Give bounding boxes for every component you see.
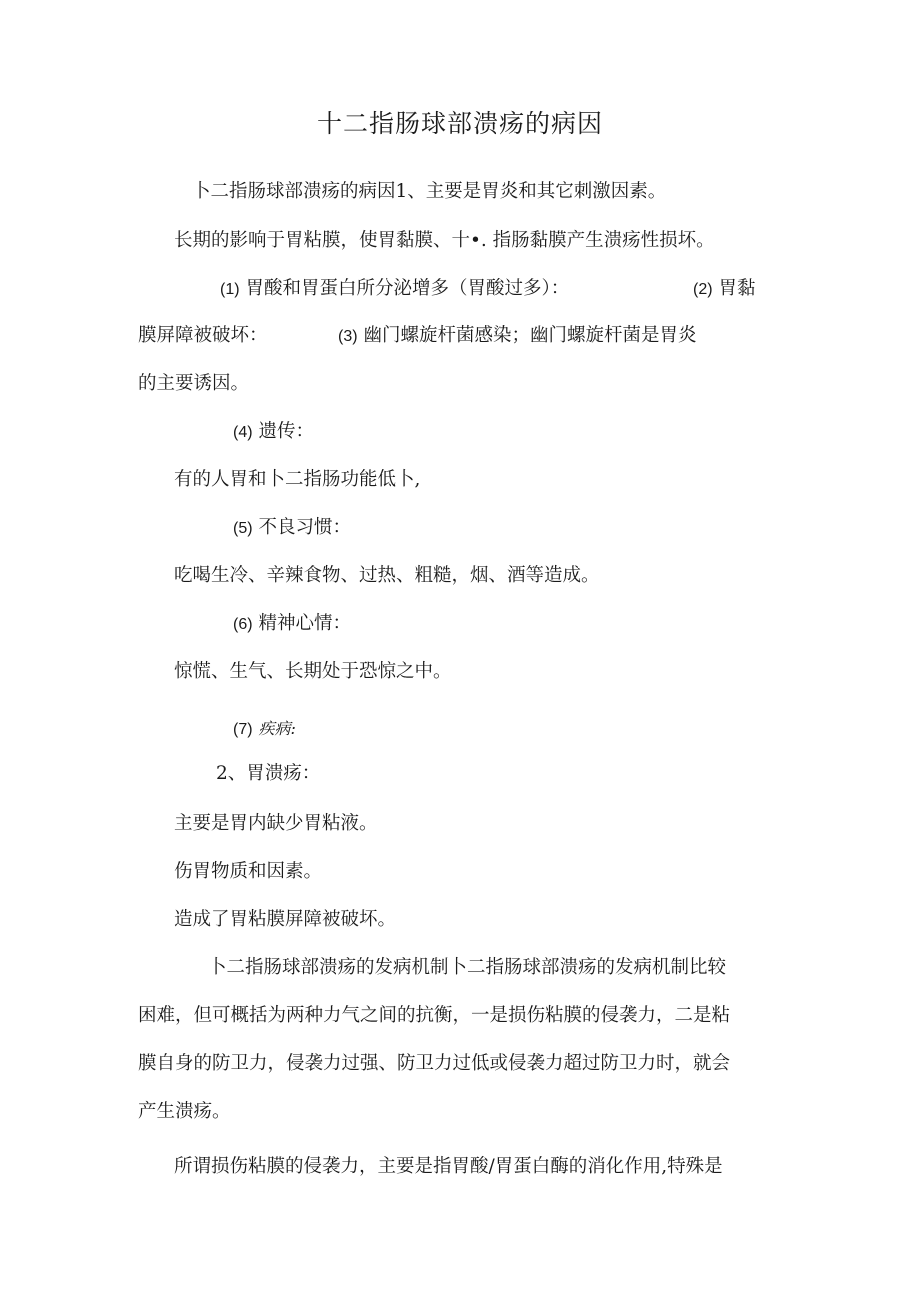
item-number: (4)	[233, 424, 253, 441]
paragraph-line: 惊慌、生气、长期处于恐惊之中。	[174, 661, 452, 682]
paragraph-line: 膜自身的防卫力，侵袭力过强、防卫力过低或侵袭力超过防卫力时，就会	[138, 1053, 731, 1074]
item-number: (5)	[233, 520, 253, 537]
list-item	[233, 513, 351, 544]
paragraph-line: 困难，但可概括为两种力气之间的抗衡，一是损伤粘膜的侵袭力，二是粘	[138, 1005, 731, 1026]
list-item	[233, 609, 351, 640]
paragraph-line: 造成了胃粘膜屏障被破坏。	[174, 909, 397, 930]
item-text: 疾病:	[258, 719, 296, 738]
list-item	[233, 417, 314, 448]
paragraph-line: 伤胃物质和因素。	[174, 861, 323, 882]
item-text: 不良习惯：	[258, 517, 351, 538]
item-number: (3)	[338, 328, 358, 345]
item-number: (2)	[693, 281, 713, 298]
item-text: 胃酸和胃蛋白所分泌增多（胃酸过多）：	[245, 278, 570, 299]
paragraph-line: 卜二指肠球部溃疡的发病机制卜二指肠球部溃疡的发病机制比较	[208, 957, 727, 978]
paragraph-line: 膜屏障被破坏：	[138, 325, 268, 346]
paragraph-line: 的主要诱因。	[138, 373, 250, 394]
item-number: (6)	[233, 616, 253, 633]
item-text: 精神心情：	[258, 613, 351, 634]
item-text: 幽门螺旋杆菌感染；幽门螺旋杆菌是胃炎	[363, 325, 697, 346]
item-text: 遗传：	[258, 421, 314, 442]
list-item	[233, 714, 296, 745]
paragraph-line: 2、胃溃疡：	[216, 763, 321, 784]
paragraph-line: 卜二指肠球部溃疡的病因1、主要是胃炎和其它刺激因素。	[192, 181, 667, 202]
list-item	[338, 321, 696, 352]
item-number: (7)	[233, 721, 253, 738]
item-text: 胃黏	[718, 278, 756, 299]
paragraph-line: 主要是胃内缺少胃粘液。	[174, 813, 378, 834]
paragraph-line: 吃喝生冷、辛辣食物、过热、粗糙，烟、酒等造成。	[174, 565, 600, 586]
list-item	[693, 274, 755, 305]
list-item	[220, 274, 569, 305]
document-title: 十二指肠球部溃疡的病因	[316, 109, 603, 138]
paragraph-line: 产生溃疡。	[138, 1101, 231, 1122]
paragraph-line: 有的人胃和卜二指肠功能低卜,	[174, 469, 421, 490]
paragraph-line: 所谓损伤粘膜的侵袭力，主要是指胃酸/胃蛋白酶的消化作用,特殊是	[174, 1156, 723, 1177]
paragraph-line: 长期的影响于胃粘膜，使胃黏膜、十•. 指肠黏膜产生溃疡性损坏。	[174, 230, 715, 251]
item-number: (1)	[220, 281, 240, 298]
